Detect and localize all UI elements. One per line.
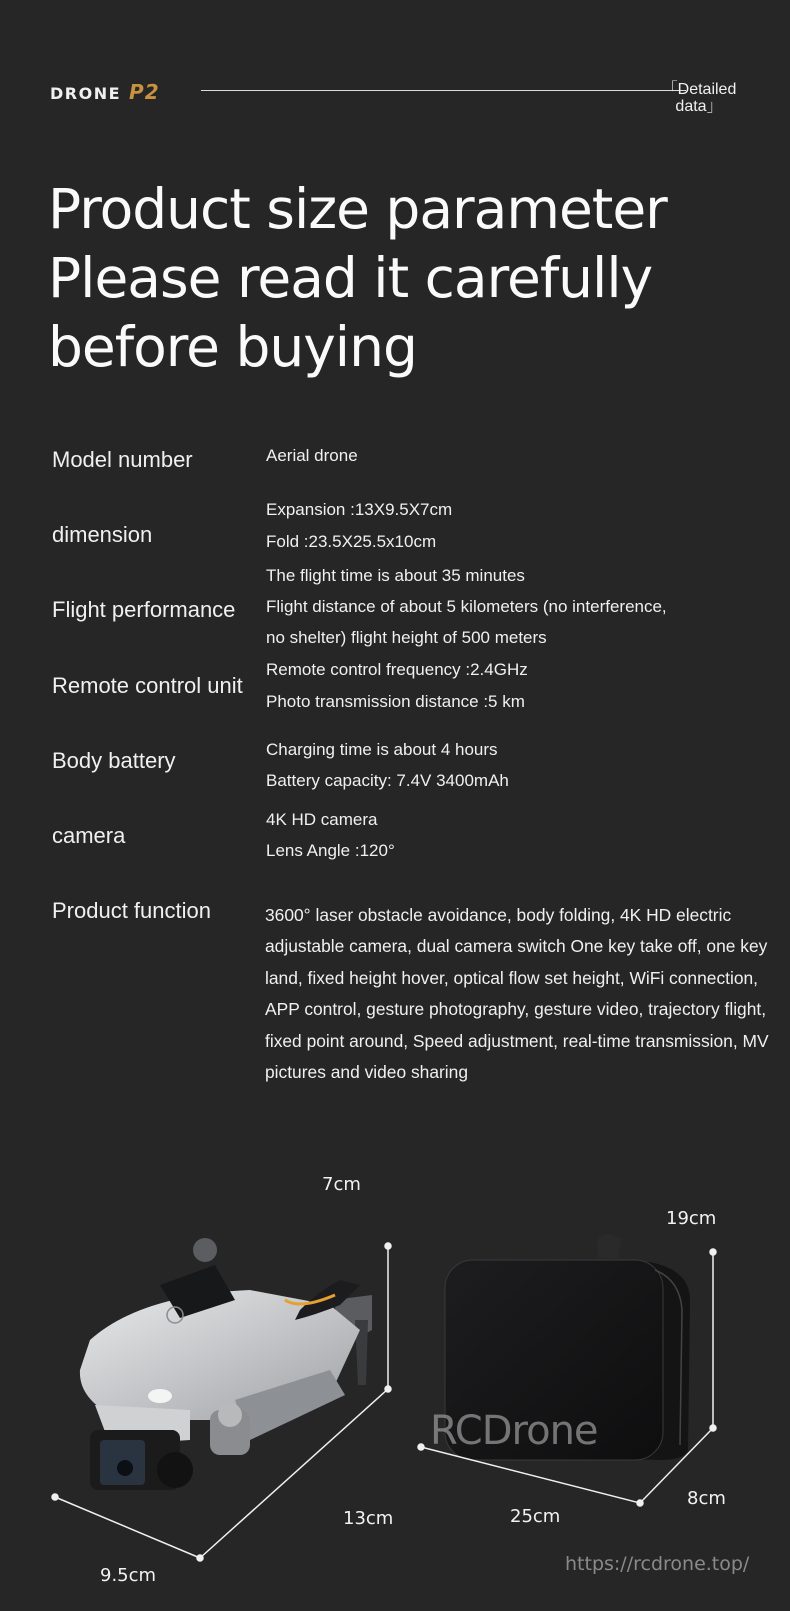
- spec-label-remote: Remote control unit: [52, 673, 243, 698]
- title-line1: Product size parameter: [48, 177, 667, 241]
- logo-text: DRONE: [50, 84, 122, 103]
- spec-value-flight-time: The flight time is about 35 minutes: [266, 566, 525, 585]
- site-url[interactable]: https://rcdrone.top/: [565, 1553, 750, 1575]
- spec-value-transmission: Photo transmission distance :5 km: [266, 692, 525, 711]
- spec-value-model: Aerial drone: [266, 446, 358, 465]
- spec-value-camera: 4K HD camera: [266, 810, 378, 829]
- spec-label-dimension: dimension: [52, 522, 153, 547]
- title-line3: before buying: [48, 315, 417, 379]
- spec-label-model: Model number: [52, 447, 193, 472]
- spec-value-expansion: Expansion :13X9.5X7cm: [266, 500, 453, 519]
- drone-image: [80, 1238, 372, 1490]
- drone-height-label: 7cm: [322, 1174, 361, 1195]
- section-tag-line2: data」: [675, 98, 723, 115]
- case-height-label: 19cm: [666, 1208, 717, 1229]
- spec-value-flight-distance: Flight distance of about 5 kilometers (no interference,: [266, 597, 667, 616]
- spec-value-fold: Fold :23.5X25.5x10cm: [266, 532, 437, 551]
- spec-value-flight-height: no shelter) flight height of 500 meters: [266, 628, 547, 647]
- title-line2: Please read it carefully: [48, 246, 653, 310]
- spec-value-charging: Charging time is about 4 hours: [266, 740, 498, 759]
- case-depth-label: 8cm: [687, 1488, 726, 1509]
- spec-value-function: 3600° laser obstacle avoidance, body folding, 4K HD electric adjustable camera, dual camera switch One key take off, one key land, fixed height hover, optical flow set height, WiFi connection, APP control, gesture photography, gesture video, trajectory flight, fixed point around, Speed adjustment, real-time transmission, MV pictures and video sharing: [265, 905, 769, 1083]
- spec-value-frequency: Remote control frequency :2.4GHz: [266, 660, 528, 679]
- section-tag-line1: 「Detailed: [661, 81, 737, 98]
- spec-label-flight: Flight performance: [52, 597, 236, 622]
- spec-value-capacity: Battery capacity: 7.4V 3400mAh: [266, 771, 509, 790]
- spec-label-camera: camera: [52, 823, 126, 848]
- spec-label-battery: Body battery: [52, 748, 176, 773]
- watermark: RCDrone: [430, 1408, 598, 1454]
- drone-length-label: 13cm: [343, 1508, 394, 1529]
- spec-label-function: Product function: [52, 898, 211, 923]
- logo-model: P2: [129, 80, 160, 104]
- spec-value-lens: Lens Angle :120°: [266, 841, 395, 860]
- case-length-label: 25cm: [510, 1506, 561, 1527]
- drone-width-label: 9.5cm: [100, 1565, 157, 1586]
